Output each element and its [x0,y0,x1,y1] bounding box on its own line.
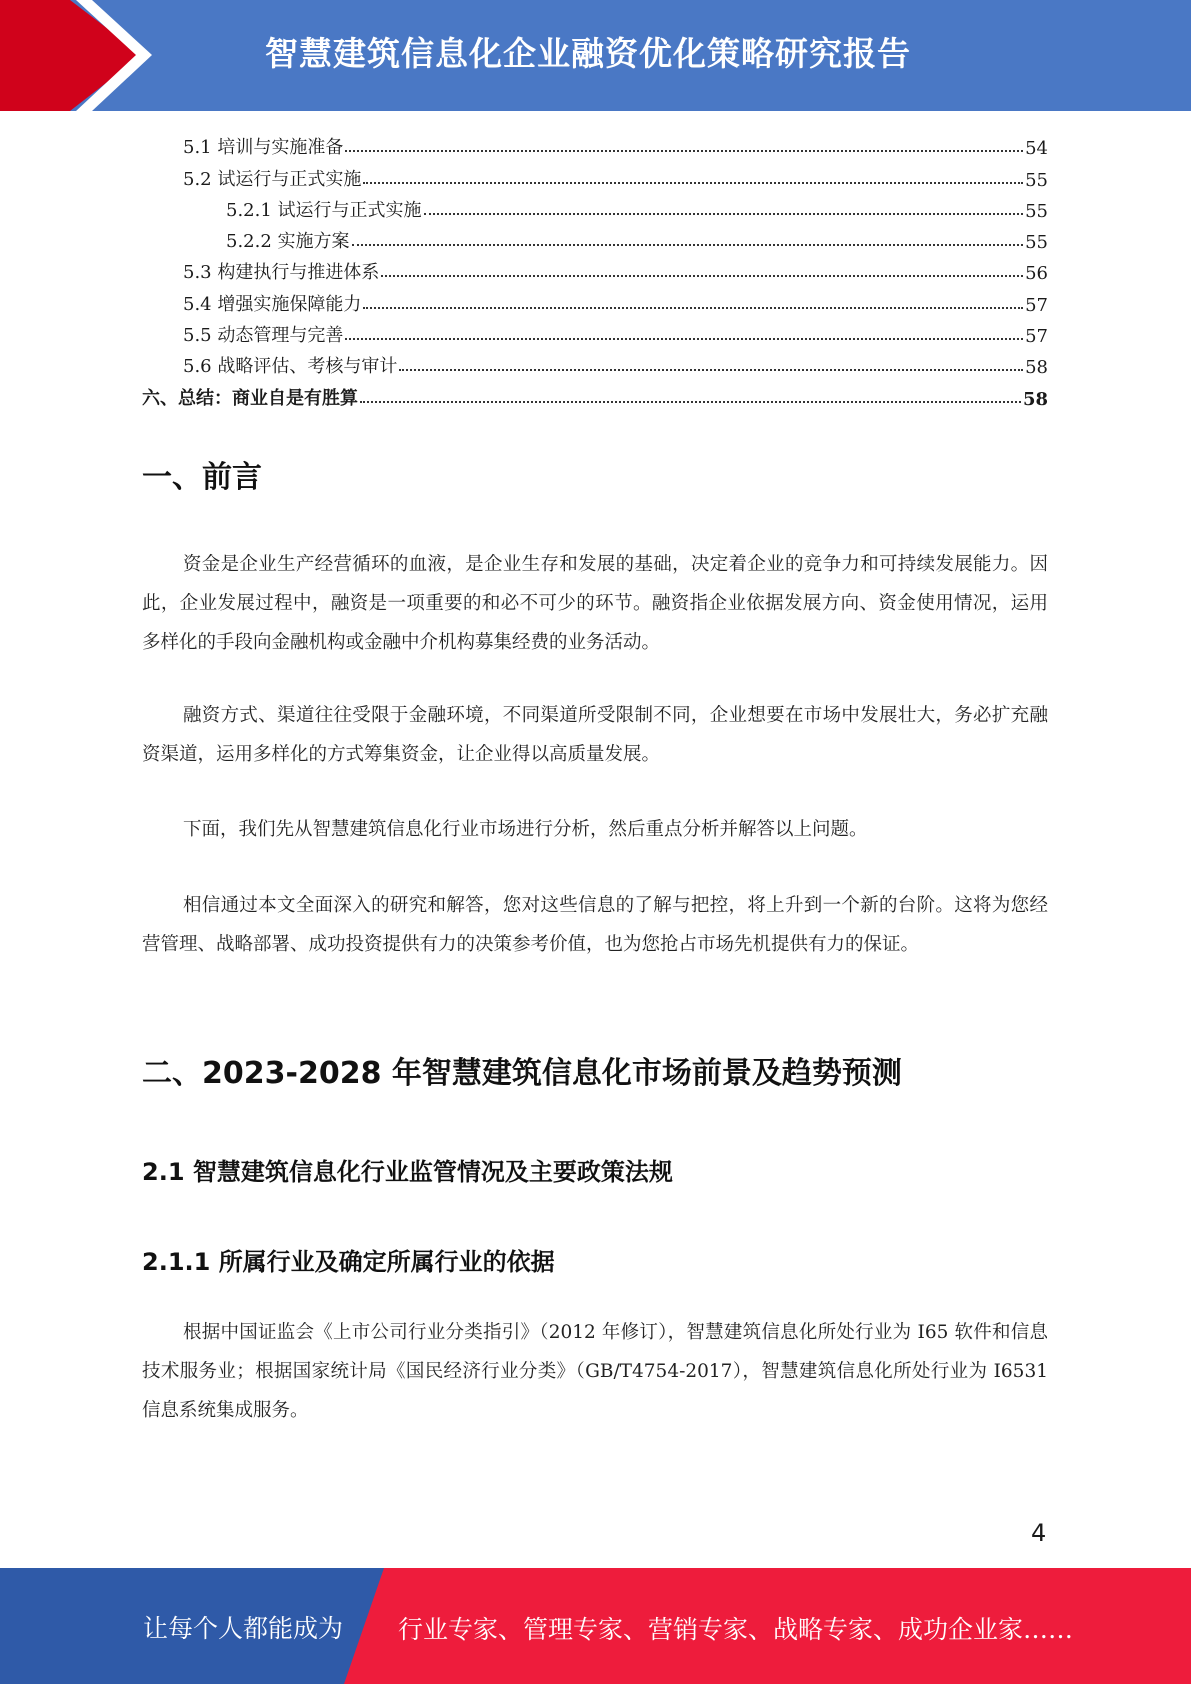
toc-entry-label: 5.4 增强实施保障能力 [183,293,362,315]
footer-banner [0,1568,1191,1684]
toc-entry[interactable] [142,378,1048,409]
page-number: 4 [1031,1519,1047,1547]
toc-entry-label: 5.3 构建执行与推进体系 [183,262,380,284]
subsection-heading: 2.1.1 所属行业及确定所属行业的依据 [142,1248,555,1276]
body-paragraph: 融资方式、渠道往往受限于金融环境，不同渠道所受限制不同，企业想要在市场中发展壮大，务必扩充融资渠道，运用多样化的方式筹集资金，让企业得以高质量发展。 [142,705,1048,765]
toc-entry-label: 5.1 培训与实施准备 [183,137,344,159]
toc-leader-dots [424,213,1024,215]
footer-slogan-left: 让每个人都能成为 [143,1614,344,1643]
toc-leader-dots [363,307,1023,309]
chapter-heading: 二、2023-2028 年智慧建筑信息化市场前景及趋势预测 [142,1056,902,1091]
section-heading: 2.1 智慧建筑信息化行业监管情况及主要政策法规 [142,1158,673,1186]
toc-entry[interactable] [142,128,1048,159]
toc-entry-page: 58 [1022,388,1048,410]
toc-leader-dots [381,275,1023,277]
toc-leader-dots [360,401,1021,403]
toc-entry-label: 5.6 战略评估、考核与审计 [183,356,398,378]
body-paragraph: 根据中国证监会《上市公司行业分类指引》（2012 年修订），智慧建筑信息化所处行业为 I65 软件和信息技术服务业；根据国家统计局《国民经济行业分类》（GB/T4754-2017），智慧建筑信息化所处行业为 I6531 信息系统集成服务。 [142,1322,1048,1421]
toc-leader-dots [399,369,1023,371]
toc-entry[interactable] [142,222,1048,253]
toc-leader-dots [352,244,1024,246]
toc-entry-label: 六、总结：商业自是有胜算 [142,387,358,409]
toc-entry[interactable] [142,253,1048,284]
toc-entry-label: 5.2 试运行与正式实施 [183,168,362,190]
toc-entry[interactable] [142,347,1048,378]
header-banner [0,0,1191,111]
preface-heading: 一、前言 [142,460,262,495]
toc-entry-page: 56 [1025,263,1048,285]
toc-entry-label: 5.2.2 实施方案 [226,231,350,253]
table-of-contents [142,128,1048,410]
body-paragraph: 资金是企业生产经营循环的血液，是企业生存和发展的基础，决定着企业的竞争力和可持续发展能力。因此，企业发展过程中，融资是一项重要的和必不可少的环节。融资指企业依据发展方向、资金使用情况，运用多样化的手段向金融机构或金融中介机构募集经费的业务活动。 [142,554,1048,653]
footer-slogan-right: 行业专家、管理专家、营销专家、战略专家、成功企业家…… [398,1615,1074,1644]
toc-entry-page: 54 [1025,138,1048,160]
toc-entry[interactable] [142,159,1048,190]
toc-entry-page: 58 [1025,357,1048,379]
toc-entry[interactable] [142,191,1048,222]
toc-entry-page: 55 [1025,169,1048,191]
toc-leader-dots [345,150,1023,152]
toc-entry-label: 5.5 动态管理与完善 [183,325,344,347]
toc-leader-dots [345,338,1023,340]
body-paragraph: 相信通过本文全面深入的研究和解答，您对这些信息的了解与把控，将上升到一个新的台阶。这将为您经营管理、战略部署、成功投资提供有力的决策参考价值，也为您抢占市场先机提供有力的保证。 [142,895,1048,955]
toc-entry-page: 57 [1025,326,1048,348]
toc-entry-label: 5.2.1 试运行与正式实施 [226,199,422,221]
toc-entry-page: 55 [1025,200,1048,222]
toc-entry[interactable] [142,284,1048,315]
toc-entry-page: 55 [1025,232,1048,254]
toc-leader-dots [363,182,1023,184]
report-title: 智慧建筑信息化企业融资优化策略研究报告 [265,34,911,73]
toc-entry-page: 57 [1025,294,1048,316]
toc-entry[interactable] [142,316,1048,347]
body-paragraph: 下面，我们先从智慧建筑信息化行业市场进行分析，然后重点分析并解答以上问题。 [183,819,868,840]
